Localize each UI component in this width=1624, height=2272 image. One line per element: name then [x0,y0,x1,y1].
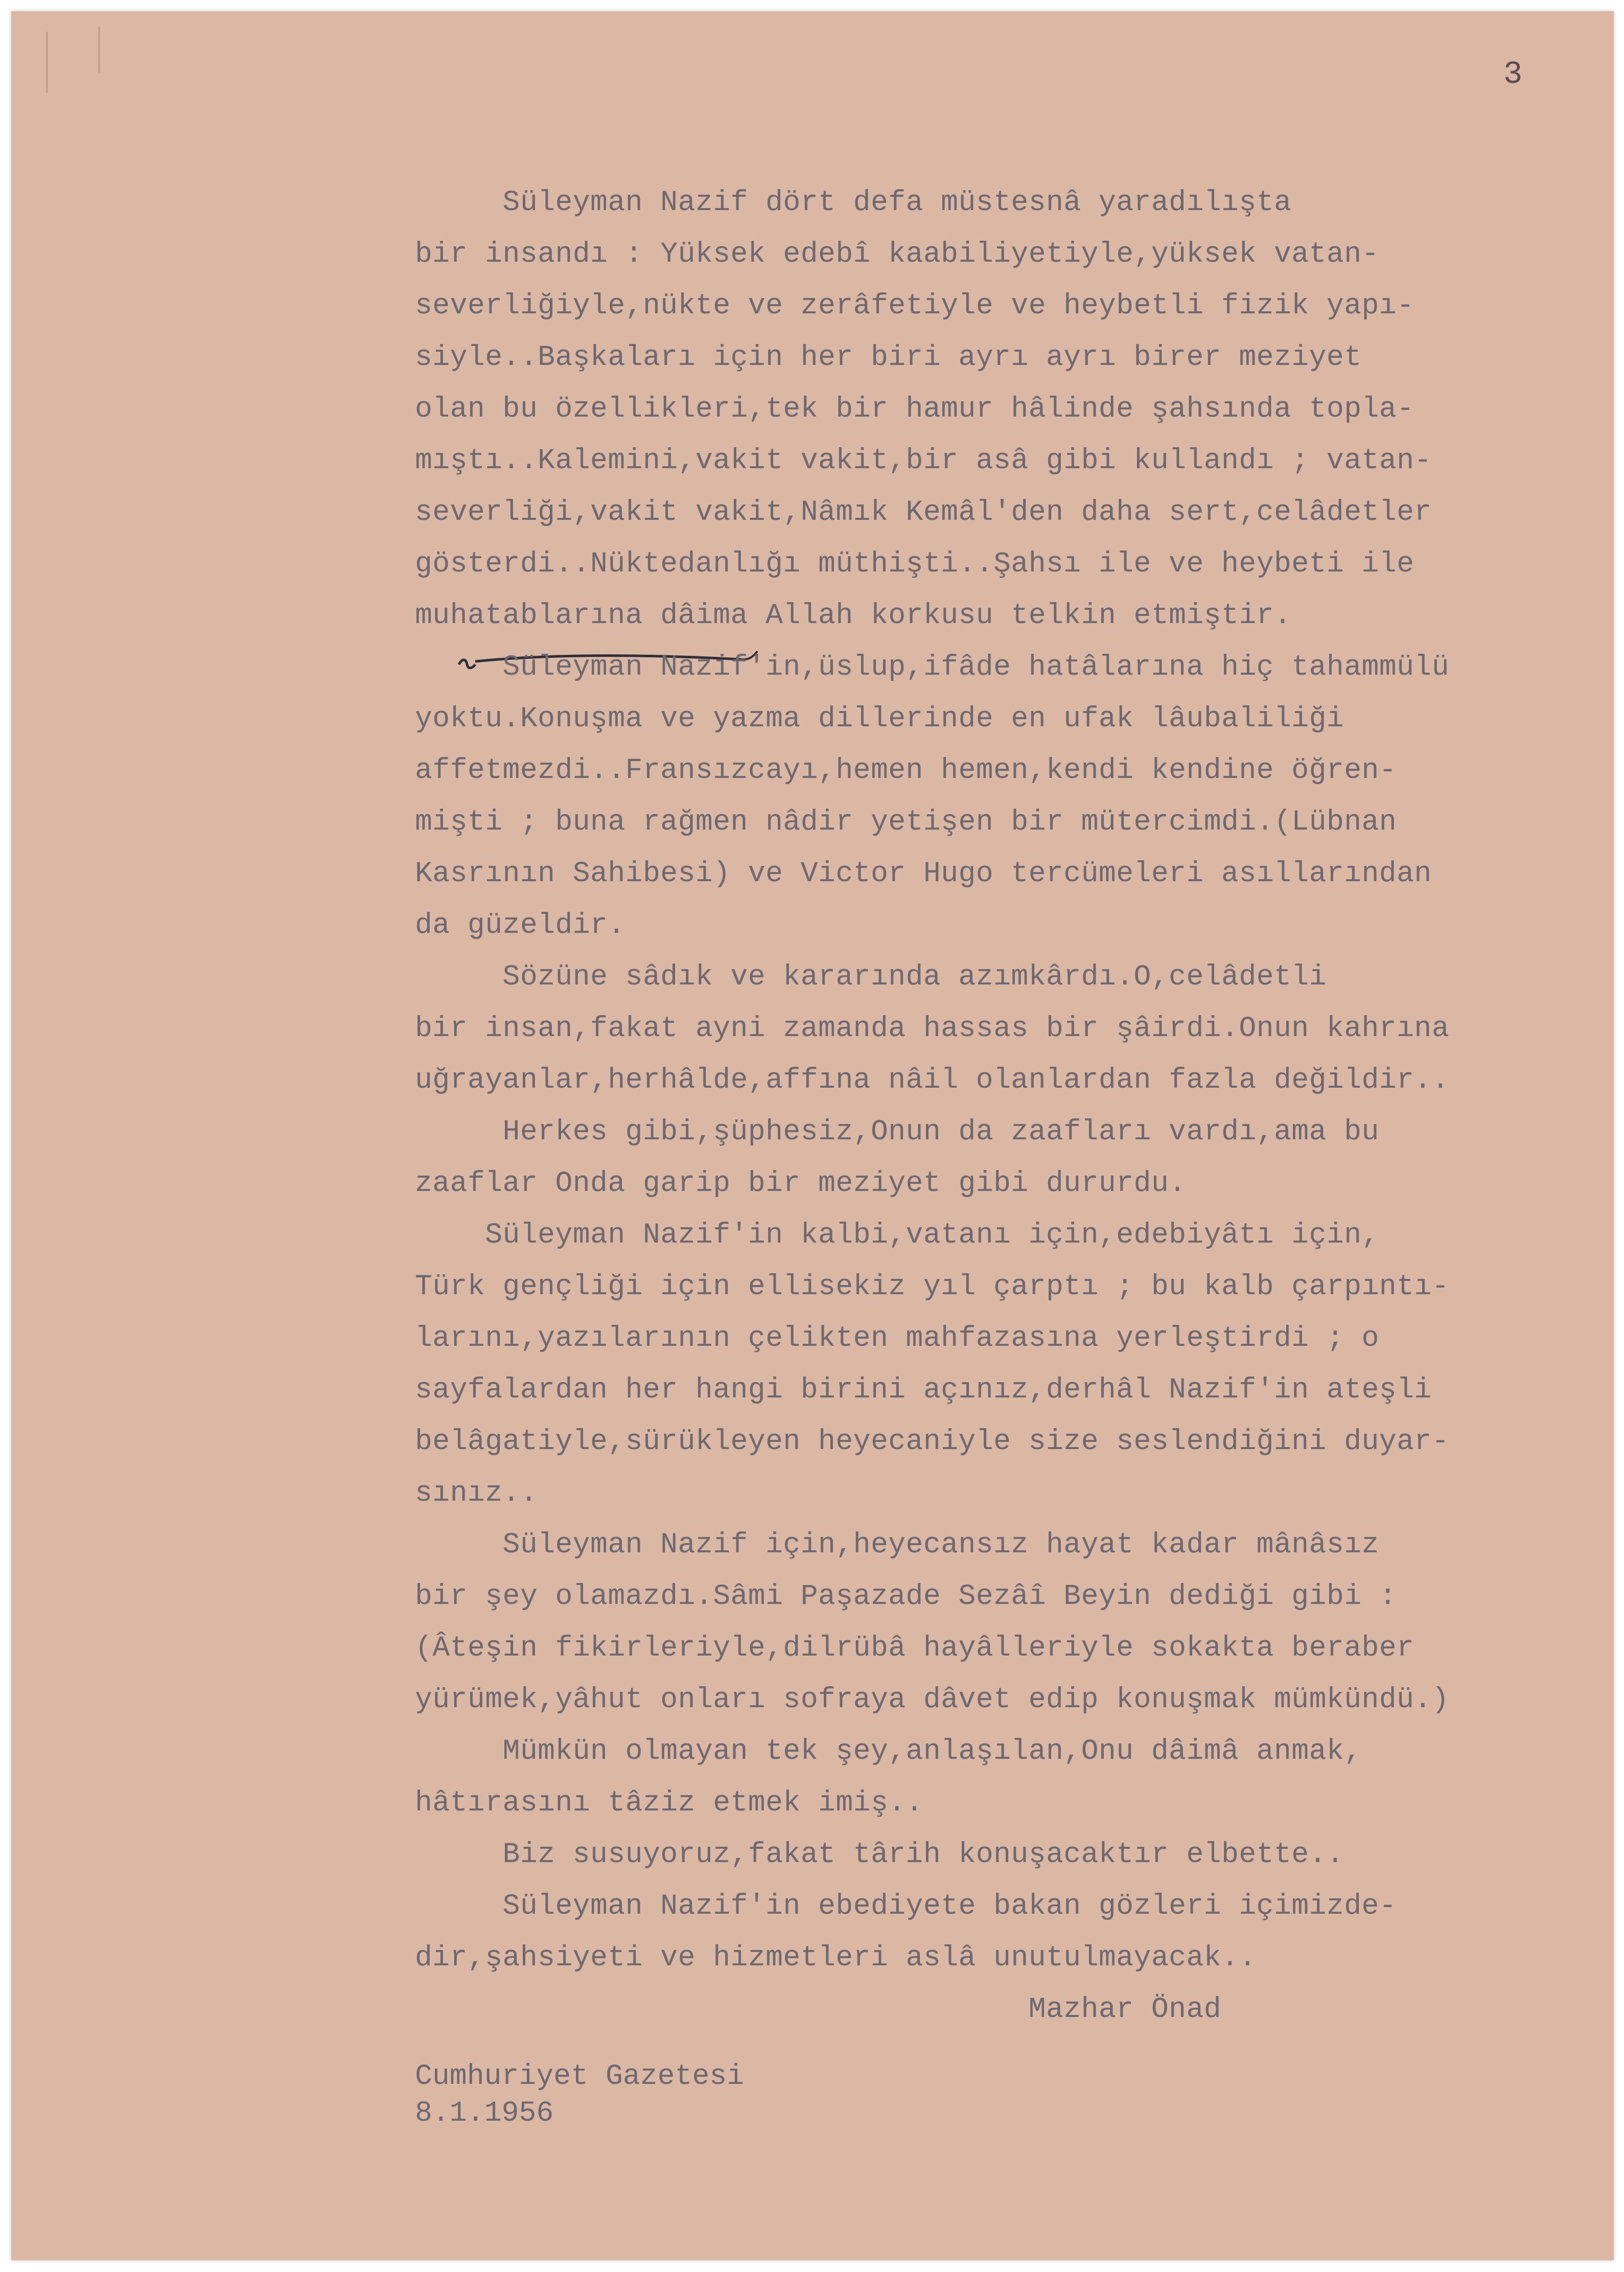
text-line: Süleyman Nazif'in,üslup,ifâde hatâlarına hiç tahammülü [415,651,1450,683]
text-line: Herkes gibi,şüphesiz,Onun da zaafları vardı,ama bu [415,1115,1379,1148]
page-number: 3 [1503,56,1523,93]
text-line: Süleyman Nazif dört defa müstesnâ yaradılışta [415,186,1292,219]
text-line: sınız.. [415,1477,538,1509]
text-line: Süleyman Nazif'in ebediyete bakan gözleri içimizde- [415,1890,1397,1922]
text-line: Süleyman Nazif'in kalbi,vatanı için,edebiyâtı için, [415,1219,1379,1251]
text-line: sayfalardan her hangi birini açınız,derhâl Nazif'in ateşli [415,1373,1432,1406]
text-line: Süleyman Nazif için,heyecansız hayat kadar mânâsız [415,1528,1379,1561]
text-line: dir,şahsiyeti ve hizmetleri aslâ unutulmayacak.. [415,1941,1257,1974]
source-citation [415,2058,744,2131]
text-line: uğrayanlar,herhâlde,affına nâil olanlardan fazla değildir.. [415,1064,1450,1096]
text-line: siyle..Başkaları için her biri ayrı ayrı birer meziyet [415,341,1362,374]
text-line: da güzeldir. [415,909,625,942]
text-line: zaaflar Onda garip bir meziyet gibi dururdu. [415,1167,1187,1200]
letter-body [415,177,1449,2035]
fold-mark-top-left [46,32,48,93]
text-line: mıştı..Kalemini,vakit vakit,bir asâ gibi kullandı ; vatan- [415,444,1432,477]
text-line: Biz susuyoruz,fakat târih konuşacaktır elbette.. [415,1838,1344,1871]
text-line: yürümek,yâhut onları sofraya dâvet edip konuşmak mümkündü.) [415,1683,1450,1716]
text-line: yoktu.Konuşma ve yazma dillerinde en ufak lâubaliliği [415,702,1344,735]
text-line: larını,yazılarının çelikten mahfazasına yerleştirdi ; o [415,1322,1379,1355]
fold-mark-top-left-2 [98,27,100,73]
source-date: 8.1.1956 [415,2097,554,2129]
text-line: Türk gençliği için ellisekiz yıl çarptı ; bu kalb çarpıntı- [415,1270,1450,1303]
text-line: Kasrının Sahibesi) ve Victor Hugo tercümeleri asıllarından [415,857,1432,890]
text-line: hâtırasını tâziz etmek imiş.. [415,1786,923,1819]
text-line: gösterdi..Nüktedanlığı müthişti..Şahsı ile ve heybeti ile [415,547,1414,580]
text-line: mişti ; buna rağmen nâdir yetişen bir mütercimdi.(Lübnan [415,806,1397,838]
text-line: Mümkün olmayan tek şey,anlaşılan,Onu dâimâ anmak, [415,1735,1362,1768]
text-line: (Âteşin fikirleriyle,dilrübâ hayâlleriyle sokakta beraber [415,1632,1414,1664]
text-line: Mazhar Önad [415,1993,1222,2026]
text-line: severliği,vakit vakit,Nâmık Kemâl'den daha sert,celâdetler [415,496,1432,529]
paper-sheet [11,11,1614,2260]
text-line: muhatablarına dâima Allah korkusu telkin etmiştir. [415,599,1292,632]
text-line: bir şey olamazdı.Sâmi Paşazade Sezâî Beyin dediği gibi : [415,1580,1397,1613]
text-line: belâgatiyle,sürükleyen heyecaniyle size seslendiğini duyar- [415,1425,1450,1458]
source-newspaper: Cumhuriyet Gazetesi [415,2060,745,2093]
text-line: severliğiyle,nükte ve zerâfetiyle ve heybetli fizik yapı- [415,289,1414,322]
text-line: Sözüne sâdık ve kararında azımkârdı.O,celâdetli [415,960,1327,993]
text-line: affetmezdi..Fransızcayı,hemen hemen,kendi kendine öğren- [415,754,1397,787]
text-line: bir insandı : Yüksek edebî kaabiliyetiyle,yüksek vatan- [415,238,1379,270]
text-line: olan bu özellikleri,tek bir hamur hâlinde şahsında topla- [415,393,1414,425]
text-line: bir insan,fakat ayni zamanda hassas bir şâirdi.Onun kahrına [415,1012,1450,1045]
